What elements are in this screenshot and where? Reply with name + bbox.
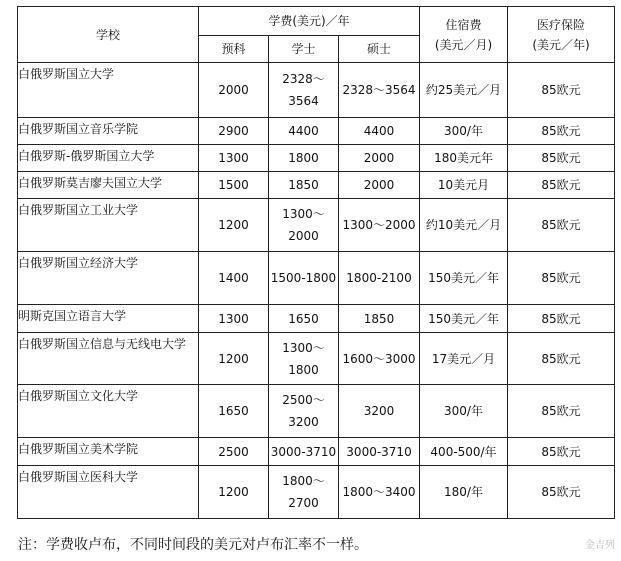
- prep-fee: 1300: [199, 305, 269, 333]
- header-prep: 预科: [199, 36, 269, 63]
- bachelor-fee: 1850: [269, 172, 339, 199]
- prep-fee: 1500: [199, 172, 269, 199]
- prep-fee: 1400: [199, 252, 269, 305]
- housing-fee: 300/年: [420, 385, 508, 438]
- table-row: [18, 145, 615, 172]
- bachelor-fee: 1800～2700: [269, 466, 339, 519]
- master-fee: 4400: [339, 118, 420, 145]
- watermark: 金吉列: [585, 540, 615, 551]
- school-name: 白俄罗斯国立经济大学: [18, 252, 199, 305]
- housing-fee: 10美元月: [420, 172, 508, 199]
- table-row: [18, 466, 615, 519]
- header-housing-title: 住宿费: [445, 17, 482, 32]
- housing-fee: 150美元／年: [420, 252, 508, 305]
- bachelor-fee: 3000-3710: [269, 438, 339, 466]
- header-master: 硕士: [339, 36, 420, 63]
- bachelor-fee: 2328～3564: [269, 63, 339, 118]
- prep-fee: 1200: [199, 466, 269, 519]
- table-row: [18, 385, 615, 438]
- prep-fee: 1200: [199, 333, 269, 385]
- table-row: [18, 172, 615, 199]
- insurance-fee: 85欧元: [508, 63, 615, 118]
- insurance-fee: 85欧元: [508, 466, 615, 519]
- insurance-fee: 85欧元: [508, 118, 615, 145]
- master-fee: 3000-3710: [339, 438, 420, 466]
- housing-fee: 300/年: [420, 118, 508, 145]
- master-fee: 2328～3564: [339, 63, 420, 118]
- master-fee: 3200: [339, 385, 420, 438]
- school-name: 白俄罗斯国立音乐学院: [18, 118, 199, 145]
- bachelor-fee: 1500-1800: [269, 252, 339, 305]
- housing-fee: 150美元／年: [420, 305, 508, 333]
- prep-fee: 1200: [199, 199, 269, 252]
- master-fee: 1300～2000: [339, 199, 420, 252]
- insurance-fee: 85欧元: [508, 333, 615, 385]
- master-fee: 2000: [339, 145, 420, 172]
- header-insurance-title: 医疗保险: [537, 17, 586, 32]
- header-school: 学校: [18, 7, 199, 63]
- school-name: 白俄罗斯国立大学: [18, 63, 199, 118]
- bachelor-fee: 1300～2000: [269, 199, 339, 252]
- insurance-fee: 85欧元: [508, 252, 615, 305]
- insurance-fee: 85欧元: [508, 199, 615, 252]
- table-row: [18, 252, 615, 305]
- header-insurance-unit: (美元／年): [532, 37, 590, 52]
- tuition-table: [17, 6, 615, 519]
- housing-fee: 400-500/年: [420, 438, 508, 466]
- school-name: 白俄罗斯国立工业大学: [18, 199, 199, 252]
- housing-fee: 180/年: [420, 466, 508, 519]
- insurance-fee: 85欧元: [508, 385, 615, 438]
- housing-fee: 180美元年: [420, 145, 508, 172]
- table-row: [18, 63, 615, 118]
- table-row: [18, 199, 615, 252]
- school-name: 白俄罗斯-俄罗斯国立大学: [18, 145, 199, 172]
- bachelor-fee: 1800: [269, 145, 339, 172]
- header-housing-unit: (美元／月): [434, 37, 493, 52]
- table-row: [18, 118, 615, 145]
- bachelor-fee: 2500～3200: [269, 385, 339, 438]
- header-bachelor: 学士: [269, 36, 339, 63]
- school-name: 白俄罗斯莫吉廖夫国立大学: [18, 172, 199, 199]
- bachelor-fee: 4400: [269, 118, 339, 145]
- insurance-fee: 85欧元: [508, 305, 615, 333]
- master-fee: 1800～3400: [339, 466, 420, 519]
- bachelor-fee: 1300～1800: [269, 333, 339, 385]
- school-name: 白俄罗斯国立信息与无线电大学: [18, 333, 199, 385]
- header-insurance: [508, 7, 615, 63]
- prep-fee: 2000: [199, 63, 269, 118]
- bachelor-fee: 1650: [269, 305, 339, 333]
- prep-fee: 1300: [199, 145, 269, 172]
- insurance-fee: 85欧元: [508, 438, 615, 466]
- prep-fee: 1650: [199, 385, 269, 438]
- prep-fee: 2500: [199, 438, 269, 466]
- insurance-fee: 85欧元: [508, 145, 615, 172]
- master-fee: 1600～3000: [339, 333, 420, 385]
- school-name: 白俄罗斯国立美术学院: [18, 438, 199, 466]
- table-row: [18, 438, 615, 466]
- housing-fee: 约25美元／月: [420, 63, 508, 118]
- master-fee: 2000: [339, 172, 420, 199]
- master-fee: 1850: [339, 305, 420, 333]
- header-housing: [420, 7, 508, 63]
- school-name: 白俄罗斯国立医科大学: [18, 466, 199, 519]
- housing-fee: 约10美元／月: [420, 199, 508, 252]
- footnote: 注：学费收卢布，不同时间段的美元对卢布汇率不一样。: [18, 537, 368, 553]
- insurance-fee: 85欧元: [508, 172, 615, 199]
- table-row: [18, 305, 615, 333]
- header-tuition: 学费(美元)／年: [199, 7, 420, 36]
- school-name: 白俄罗斯国立文化大学: [18, 385, 199, 438]
- prep-fee: 2900: [199, 118, 269, 145]
- housing-fee: 17美元／月: [420, 333, 508, 385]
- master-fee: 1800-2100: [339, 252, 420, 305]
- school-name: 明斯克国立语言大学: [18, 305, 199, 333]
- table-row: [18, 333, 615, 385]
